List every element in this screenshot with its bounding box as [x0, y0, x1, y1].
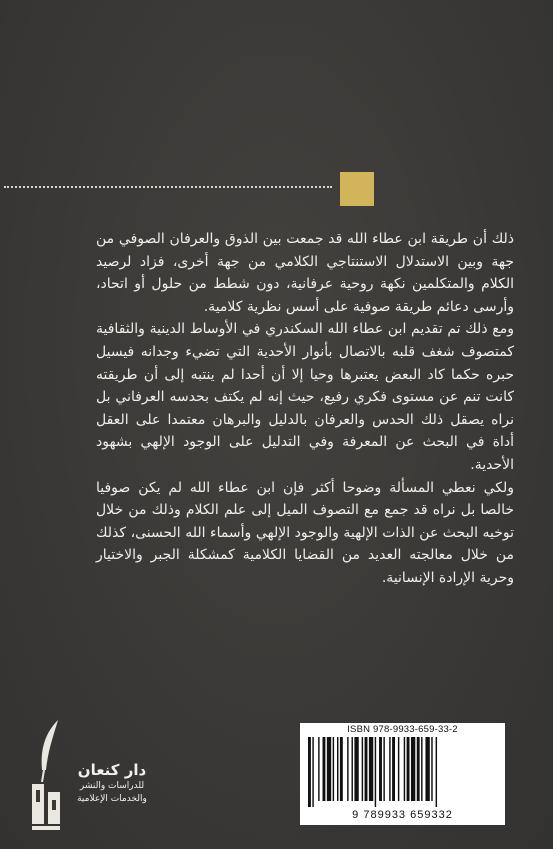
barcode-icon: [306, 737, 499, 807]
publisher-name: دار كنعان: [77, 761, 147, 779]
barcode-bar: [308, 737, 311, 807]
barcode-bar: [323, 737, 326, 801]
barcode-bar: [383, 737, 384, 801]
barcode-bar: [352, 737, 353, 801]
barcode-bar: [389, 737, 390, 801]
barcode-bar: [417, 737, 420, 801]
back-cover-blurb: [96, 228, 514, 590]
barcode-bar: [375, 737, 376, 807]
barcode-bar: [337, 737, 338, 801]
barcode-bar: [362, 737, 363, 801]
publisher-logo-icon: [28, 718, 72, 838]
barcode-bar: [379, 737, 382, 801]
blurb-paragraph-1: ذلك أن طريقة ابن عطاء الله قد جمعت بين الذوق والعرفان الصوفي من جهة وبين الاستدلال الاستنتاجي الكلامي من جهة أخرى، فزاد لرصيد الكلام والمتكلمين نكهة روحية عرفانية، دون شطط من حلول أو اتحاد، وأرسى دعائم طريقة صوفية على أسس نظرية كلامية.: [96, 231, 514, 315]
dotted-divider: [4, 186, 332, 188]
publisher-name-block: [72, 760, 152, 806]
publisher-line-2: والخدمات الإعلامية: [77, 794, 147, 804]
barcode-bar: [431, 737, 432, 801]
barcode-bar: [436, 737, 437, 807]
blurb-paragraph-3: ولكي نعطي المسألة وضوحا أكثر فإن ابن عطاء الله لم يكن صوفيا خالصا بل نراه قد جمع مع التصوف الميل إلى علم الكلام وذلك من خلال توخيه البحث عن الذات الإلهية والوجود الإلهي وأسماء الله الحسنى، كذلك من خلال معالجته العديد من القضايا الكلامية كمشكلة الجبر والاختيار وحرية الإرادة الإنسانية.: [96, 479, 514, 586]
barcode-bar: [327, 737, 331, 801]
barcode-bar: [369, 737, 373, 801]
barcode-bar: [312, 737, 313, 807]
barcode-bar: [392, 737, 395, 801]
barcode-bar: [425, 737, 429, 801]
barcode-bar: [421, 737, 422, 801]
isbn-barcode-box: [300, 723, 505, 825]
barcode-bar: [398, 737, 399, 801]
barcode-bar: [365, 737, 368, 801]
barcode-bar: [347, 737, 348, 801]
isbn-digits: 9 789933 659332: [352, 809, 453, 821]
barcode-bar: [407, 737, 410, 801]
publisher-line-1: للدراسات والنشر: [79, 781, 145, 791]
barcode-bar: [354, 737, 358, 801]
isbn-label: ISBN 978-9933-659-33-2: [347, 724, 458, 735]
gold-square-ornament: [340, 172, 374, 206]
barcode-bar: [318, 737, 319, 801]
barcode-bar: [333, 737, 334, 801]
barcode-bar: [411, 737, 415, 801]
barcode-bar: [404, 737, 405, 801]
blurb-paragraph-2: ومع ذلك تم تقديم ابن عطاء الله السكندري في الأوساط الدينية والثقافية كمتصوف شغف قلبه بالاتصال بأنوار الأحدية التي تضيء وجدانه فيسيل حبره حكما كاد البعض يعتبرها وحيا إلا أن أحدا لم ينتبه إلى أن طريقته كانت تنم عن مستوى فكري رفيع، حيث إنه لم يكتف بحدسه العرفاني بل نراه يصقل ذلك الحدس والعرفان بالدليل والبرهان معتمدا على العقل أداة في البحث عن المعرفة وفي التدليل على الوجود الإلهي بشهود الأحدية.: [96, 321, 514, 473]
barcode-bar: [340, 737, 343, 801]
